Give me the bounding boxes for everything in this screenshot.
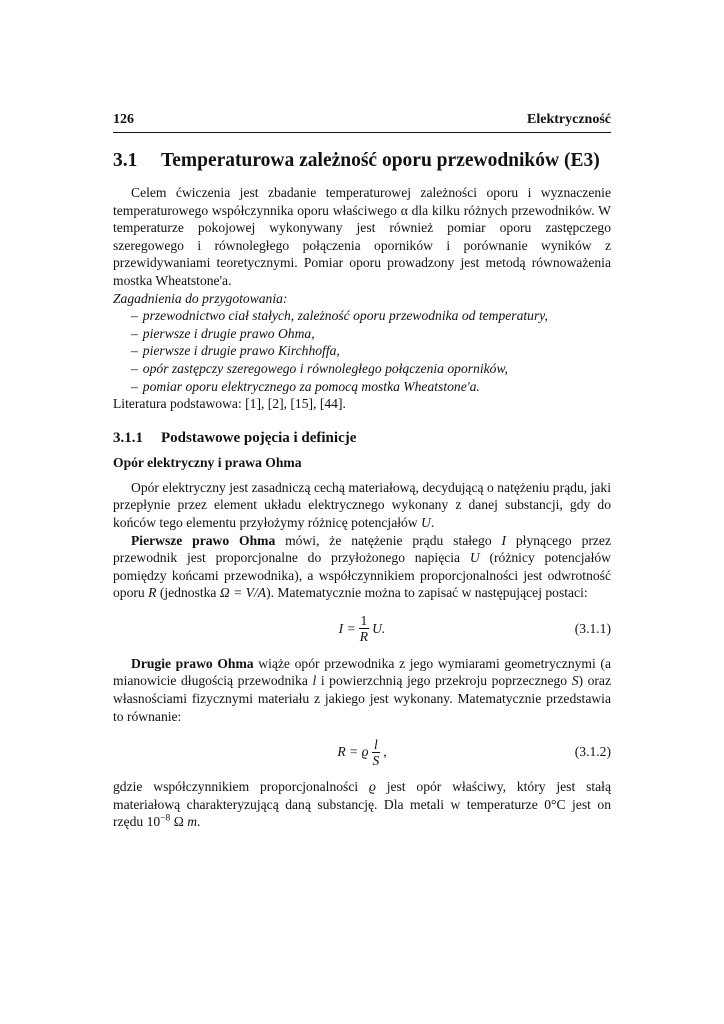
- chapter-title: Elektryczność: [527, 112, 611, 127]
- paragraph-ohm-second: Drugie prawo Ohma wiąże opór przewodnika z jego wymiarami geometrycznymi (a mianowicie długością przewodnika l i powierzchnią jego przekroju poprzecznego S) oraz własnościami fizycznymi materiału z jakiego jest wykonany. Matematycznie przedstawia to równanie:: [113, 655, 611, 724]
- paragraph-heading: Opór elektryczny i prawa Ohma: [113, 454, 302, 470]
- list-item: – pierwsze i drugie prawo Kirchhoffa,: [131, 343, 340, 359]
- header-rule: [113, 132, 611, 133]
- paragraph-resistance: Opór elektryczny jest zasadniczą cechą materiałową, decydującą o natężeniu prądu, jaki przepłynie przez element układu elektrycznego wykonany z danej substancji, gdy do końców tego elementu przyłożymy różnicę potencjałów U.: [113, 479, 611, 530]
- intro-paragraph: Celem ćwiczenia jest zbadanie temperaturowej zależności oporu i wyznaczenie temperaturowego współczynnika oporu właściwego α dla kilku różnych przewodników. W temperaturze pokojowej wykonywany jest również pomiar oporu zastępczego szeregowego i równoległego połączenia oporników i porównanie wyników z przewidywaniami teoretycznymi. Pomiar oporu prowadzony jest metodą równoważenia mostka Wheatstone'a.: [113, 185, 611, 288]
- section-heading: [113, 150, 611, 172]
- section-title: Temperaturowa zależność oporu przewodników (E3): [161, 150, 600, 171]
- zagadnienia-list: [113, 307, 611, 395]
- zagadnienia-heading: Zagadnienia do przygotowania:: [113, 290, 288, 306]
- equation-number: (3.1.1): [574, 620, 611, 636]
- subsection-heading: [113, 430, 611, 447]
- section-number: 3.1: [113, 150, 138, 171]
- paragraph-ohm-first: Pierwsze prawo Ohma mówi, że natężenie prądu stałego I płynącego przez przewodnik jest proporcjonalne do przyłożonego napięcia U (różnicy potencjałów pomiędzy końcami przewodnika), a współczynnikiem proporcjonalności jest odwrotność oporu R (jednostka Ω = V/A). Matematycznie można to zapisać w następującej postaci:: [113, 532, 611, 601]
- page-content: [113, 112, 611, 831]
- fraction: $\frac{l}{S}$: [372, 736, 380, 768]
- list-item: – przewodnictwo ciał stałych, zależność oporu przewodnika od temperatury,: [131, 308, 548, 324]
- equation-number: (3.1.2): [574, 744, 611, 760]
- fraction: $\frac{1}{R}$: [359, 613, 369, 645]
- equation-3-1-2: R = ϱ $\frac{l}{S}$ , (3.1.2): [337, 736, 611, 768]
- subsection-number: 3.1.1: [113, 429, 143, 446]
- paragraph-resistivity: gdzie współczynnikiem proporcjonalności ϱ jest opór właściwy, który jest stałą materiałową charakteryzującą daną substancję. Dla metali w temperaturze 0°C jest on rzędu $10^{-8}$ Ω m.: [113, 779, 611, 830]
- running-header: [113, 112, 611, 130]
- equation-3-1-1: I = $\frac{1}{R}$ U. (3.1.1): [338, 613, 611, 645]
- subsection-title: Podstawowe pojęcia i definicje: [161, 429, 357, 446]
- list-item: – pierwsze i drugie prawo Ohma,: [131, 325, 315, 341]
- page-number: 126: [113, 112, 134, 127]
- list-item: – opór zastępczy szeregowego i równoległego połączenia oporników,: [131, 360, 508, 376]
- list-item: – pomiar oporu elektrycznego za pomocą mostka Wheatstone'a.: [131, 378, 480, 394]
- literatura-line: Literatura podstawowa: [1], [2], [15], [44].: [113, 396, 346, 412]
